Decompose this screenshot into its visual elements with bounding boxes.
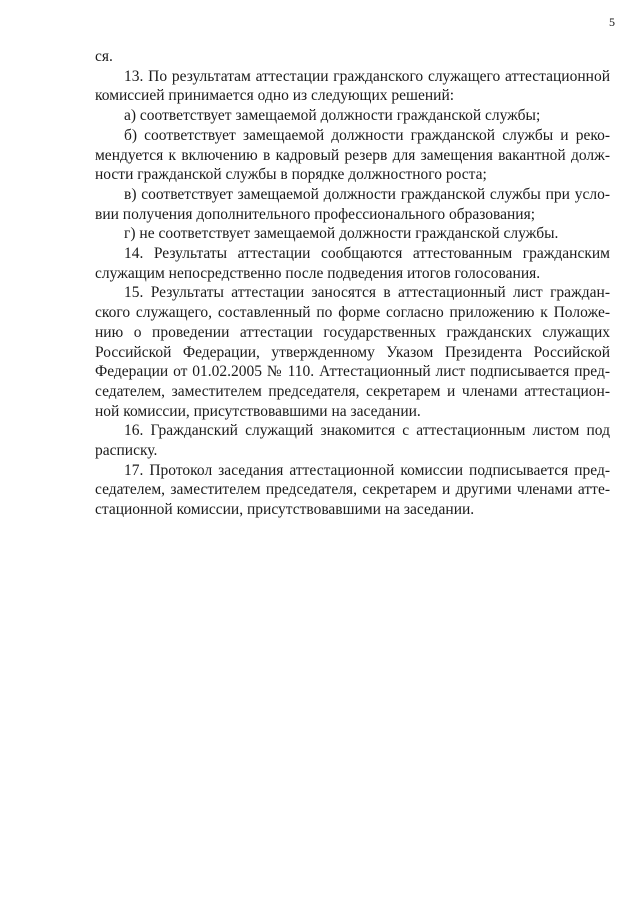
- paragraph-15-line: ной комиссии, присутствовавшими на заседании.: [95, 402, 421, 420]
- decision-c-line: вии получения дополнительного профессионального образования;: [95, 205, 536, 223]
- paragraph-17-line: 17. Протокол заседания аттестационной комиссии подписывается пред-: [124, 461, 610, 479]
- paragraph-16-line: 16. Гражданский служащий знакомится с аттестационным листом под: [124, 422, 610, 440]
- paragraph-15-line: седателем, заместителем председателя, секретарем и членами аттестацион-: [95, 382, 610, 400]
- paragraph-14-line: служащим непосредственно после подведения итогов голосования.: [95, 264, 541, 282]
- document-body: [95, 47, 610, 520]
- paragraph-17-line: седателем, заместителем председателя, секретарем и другими членами атте-: [95, 481, 610, 499]
- decision-c-line: в) соответствует замещаемой должности гражданской службы при усло-: [124, 185, 610, 203]
- paragraph-13-line: комиссией принимается одно из следующих решений:: [95, 87, 455, 105]
- decision-b-line: б) соответствует замещаемой должности гражданской службы и реко-: [124, 126, 610, 144]
- decision-b-line: мендуется к включению в кадровый резерв для замещения вакантной долж-: [95, 146, 610, 164]
- paragraph-15-line: ского служащего, составленный по форме согласно приложению к Положе-: [95, 304, 610, 322]
- paragraph-15-line: Российской Федерации, утвержденному Указом Президента Российской: [95, 343, 610, 361]
- decision-d-line: г) не соответствует замещаемой должности гражданской службы.: [124, 225, 559, 243]
- decision-a-line: а) соответствует замещаемой должности гражданской службы;: [124, 107, 541, 125]
- paragraph-15-line: 15. Результаты аттестации заносятся в аттестационный лист граждан-: [124, 284, 610, 302]
- decision-b-line: ности гражданской службы в порядке должностного роста;: [95, 166, 487, 184]
- paragraph-17-line: стационной комиссии, присутствовавшими на заседании.: [95, 501, 475, 519]
- paragraph-14-line: 14. Результаты аттестации сообщаются аттестованным гражданским: [124, 245, 610, 263]
- paragraph-15-line: Федерации от 01.02.2005 № 110. Аттестационный лист подписывается пред-: [95, 363, 610, 381]
- paragraph-16-line: расписку.: [95, 442, 158, 460]
- paragraph-13-line: 13. По результатам аттестации гражданского служащего аттестационной: [124, 67, 610, 85]
- page-number: 5: [609, 15, 615, 29]
- text-line: ся.: [95, 48, 113, 65]
- paragraph-15-line: нию о проведении аттестации государственных гражданских служащих: [95, 323, 610, 341]
